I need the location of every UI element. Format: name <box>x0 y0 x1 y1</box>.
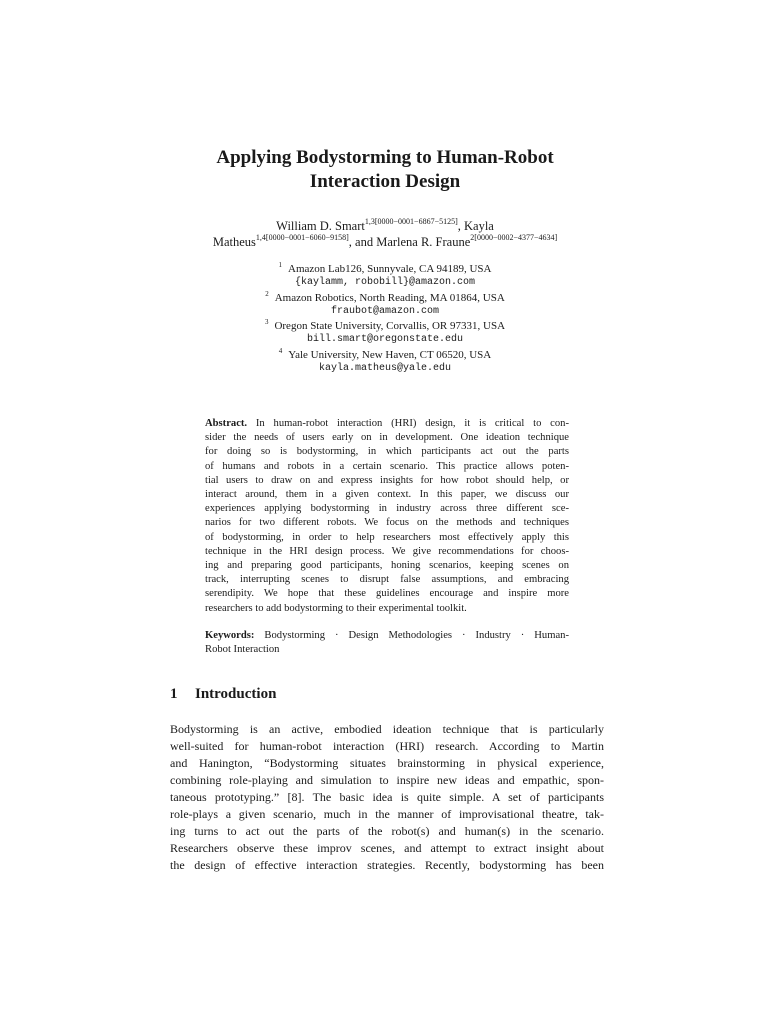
affiliation-1 <box>0 262 770 276</box>
abstract-line: of humans and robots in a certain scenario. This practice allows poten- <box>205 460 569 472</box>
abstract-line: ing and preparing good participants, honing scenarios, keeping scenes on <box>205 560 569 572</box>
body-line: and Hanington, “Bodystorming situates brainstorming in physical experience, <box>170 756 604 770</box>
abstract-line: track, interrupting scenes to disrupt false assumptions, and embracing <box>205 574 569 586</box>
body-line: the design of effective interaction strategies. Recently, bodystorming has been <box>170 858 604 872</box>
author-orcid-fraune: 2[0000−0002−4377−4634] <box>470 233 558 242</box>
author-line-1 <box>0 218 770 234</box>
affiliation-2 <box>0 291 770 305</box>
abstract-label: Abstract. <box>205 418 248 429</box>
paper-title <box>0 146 770 194</box>
affiliations <box>0 262 770 376</box>
body-line: combining role-playing and simulation to inspire new ideas and empathic, spon- <box>170 773 604 787</box>
author-name-smart: William D. Smart <box>276 219 365 233</box>
author-line-1-tail: , Kayla <box>457 219 494 233</box>
section-heading-introduction <box>170 686 276 703</box>
abstract-line: serendipity. We hope that these guidelines encourage and inspire more <box>205 588 569 600</box>
affiliation-text: Yale University, New Haven, CT 06520, USA <box>288 348 492 361</box>
affiliation-3 <box>0 319 770 333</box>
author-orcid-matheus: 1,4[0000−0001−6060−9158] <box>255 233 349 242</box>
introduction-body <box>170 721 604 874</box>
keywords-line: Robot Interaction <box>205 644 280 656</box>
keywords-line <box>205 629 569 643</box>
affiliation-2-email: fraubot@amazon.com <box>330 305 440 317</box>
abstract-line: technique in the HRI design process. We give recommendations for choos- <box>205 545 569 557</box>
abstract-line: sider the needs of users early on in development. One ideation technique <box>205 432 569 444</box>
body-line: ing turns to act out the parts of the robot(s) and human(s) in the scenario. <box>170 824 604 838</box>
affiliation-text: Amazon Lab126, Sunnyvale, CA 94189, USA <box>288 263 492 275</box>
body-line: taneous prototyping.” [8]. The basic idea is quite simple. A set of participants <box>170 790 604 804</box>
author-name-fraune: , and Marlena R. Fraune <box>348 235 471 249</box>
keywords-text: Bodystorming · Design Methodologies · Industry · Human- <box>264 630 569 641</box>
section-title: Introduction <box>195 686 277 702</box>
affiliation-4 <box>0 348 770 362</box>
author-list <box>0 218 770 250</box>
abstract-line: interact around, them in a given context. In this paper, we discuss our <box>205 489 569 501</box>
affiliation-1-email: {kaylamm, robobill}@amazon.com <box>294 277 476 289</box>
affiliation-4-email: kayla.matheus@yale.edu <box>318 363 452 375</box>
body-line: role-plays a given scenario, much in the manner of improvisational theatre, tak- <box>170 807 604 821</box>
affiliation-text: Oregon State University, Corvallis, OR 97331, USA <box>274 320 506 333</box>
abstract-text: In human-robot interaction (HRI) design, it is critical to con- <box>255 418 569 429</box>
affiliation-text: Amazon Robotics, North Reading, MA 01864, USA <box>274 291 505 304</box>
abstract-line: researchers to add bodystorming to their experimental toolkit. <box>205 602 467 614</box>
abstract-line: narios for two different robots. We focus on the methods and techniques <box>205 517 569 529</box>
affiliation-3-email: bill.smart@oregonstate.edu <box>306 334 464 346</box>
section-number: 1 <box>170 686 178 702</box>
author-orcid-smart: 1,3[0000−0001−6867−5125] <box>364 217 458 226</box>
abstract <box>205 417 569 616</box>
affiliation-mark: 4 <box>278 346 283 355</box>
abstract-line: for doing so is bodystorming, in which participants act out the parts <box>205 446 569 458</box>
abstract-line: tial users to draw on and express insights for how robot should help, or <box>205 474 569 486</box>
keywords-label: Keywords: <box>205 630 255 641</box>
affiliation-mark: 1 <box>278 261 282 269</box>
abstract-line <box>205 417 569 431</box>
body-line: well-suited for human-robot interaction (HRI) research. According to Martin <box>170 739 604 753</box>
title-line-1: Applying Bodystorming to Human-Robot <box>216 147 554 168</box>
keywords <box>205 629 569 657</box>
abstract-line: of bodystorming, in order to help researchers most effectively apply this <box>205 531 569 543</box>
title-line-2: Interaction Design <box>309 171 461 192</box>
body-line: Researchers observe these improv scenes, and attempt to extract insight about <box>170 841 604 855</box>
author-name-matheus: Matheus <box>212 235 256 249</box>
affiliation-mark: 3 <box>264 318 269 327</box>
affiliation-mark: 2 <box>265 289 269 298</box>
abstract-line: experiences applying bodystorming in industry across three different sce- <box>205 503 569 515</box>
body-line: Bodystorming is an active, embodied ideation technique that is particularly <box>170 722 604 736</box>
author-line-2 <box>0 234 770 250</box>
